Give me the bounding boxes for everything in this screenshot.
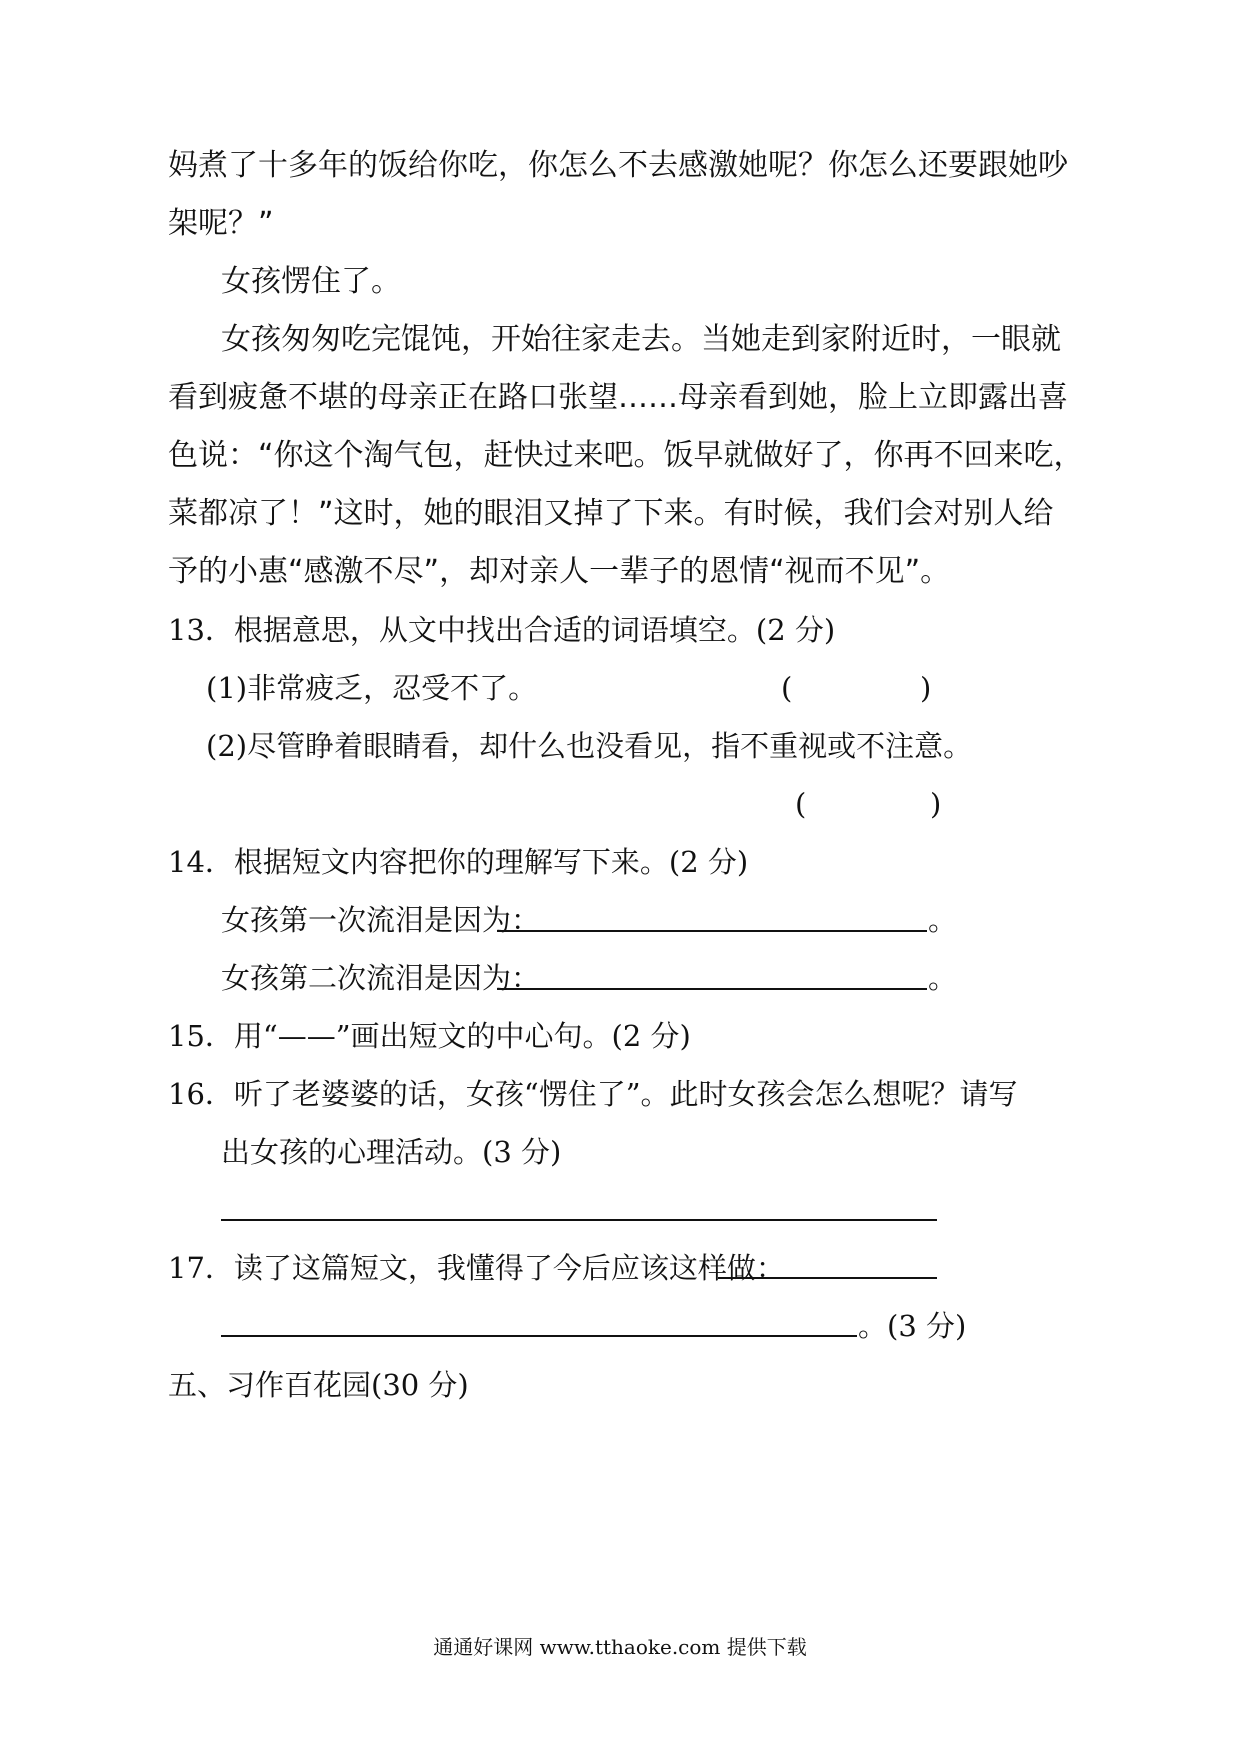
passage-line-3: 女孩愣住了。	[221, 264, 401, 299]
q14-answer-2-blank[interactable]	[497, 988, 927, 990]
question-14: 14．根据短文内容把你的理解写下来。(2 分)	[168, 845, 749, 879]
passage-line-1: 妈煮了十多年的饭给你吃，你怎么不去感激她呢？你怎么还要跟她吵	[168, 148, 1068, 183]
passage-line-5: 看到疲惫不堪的母亲正在路口张望……母亲看到她，脸上立即露出喜	[168, 380, 1068, 415]
question-14-line-2: 女孩第二次流泪是因为：	[221, 961, 541, 995]
q13-answer-2-close[interactable]: )	[930, 787, 942, 821]
page-footer: 通通好课网 www.tthaoke.com 提供下载	[433, 1635, 807, 1659]
question-13-sub-2: (2)尽管睁着眼睛看，却什么也没看见，指不重视或不注意。	[206, 729, 973, 763]
question-13-sub-1: (1)非常疲乏，忍受不了。	[206, 671, 538, 705]
passage-line-4: 女孩匆匆吃完馄饨，开始往家走去。当她走到家附近时，一眼就	[221, 322, 1061, 357]
passage-line-7: 菜都凉了！”这时，她的眼泪又掉了下来。有时候，我们会对别人给	[168, 496, 1054, 531]
q13-answer-1-close[interactable]: )	[920, 671, 932, 705]
passage-line-8: 予的小惠“感激不尽”，却对亲人一辈子的恩情“视而不见”。	[168, 554, 951, 589]
question-16-line-2: 出女孩的心理活动。(3 分)	[221, 1135, 562, 1169]
passage-line-2: 架呢？”	[168, 206, 274, 241]
q14-end-mark-1: 。	[928, 903, 958, 937]
question-17-end: 。(3 分)	[858, 1309, 967, 1343]
q16-answer-blank[interactable]	[221, 1219, 937, 1221]
question-16: 16．听了老婆婆的话，女孩“愣住了”。此时女孩会怎么想呢？请写	[168, 1077, 1018, 1111]
q17-answer-blank-2[interactable]	[221, 1335, 857, 1337]
section-5-title: 五、习作百花园(30 分)	[168, 1368, 469, 1402]
question-14-line-1: 女孩第一次流泪是因为：	[221, 903, 541, 937]
q13-answer-1-open: (	[781, 671, 793, 705]
q17-answer-blank-1[interactable]	[718, 1277, 937, 1279]
q13-answer-2-open: (	[795, 787, 807, 821]
q14-end-mark-2: 。	[928, 961, 958, 995]
question-15: 15．用“——”画出短文的中心句。(2 分)	[168, 1019, 691, 1053]
passage-line-6: 色说：“你这个淘气包，赶快过来吧。饭早就做好了，你再不回来吃，	[168, 438, 1084, 473]
q14-answer-1-blank[interactable]	[497, 930, 927, 932]
question-17: 17．读了这篇短文，我懂得了今后应该这样做：	[168, 1251, 785, 1285]
question-13: 13．根据意思，从文中找出合适的词语填空。(2 分)	[168, 613, 836, 647]
